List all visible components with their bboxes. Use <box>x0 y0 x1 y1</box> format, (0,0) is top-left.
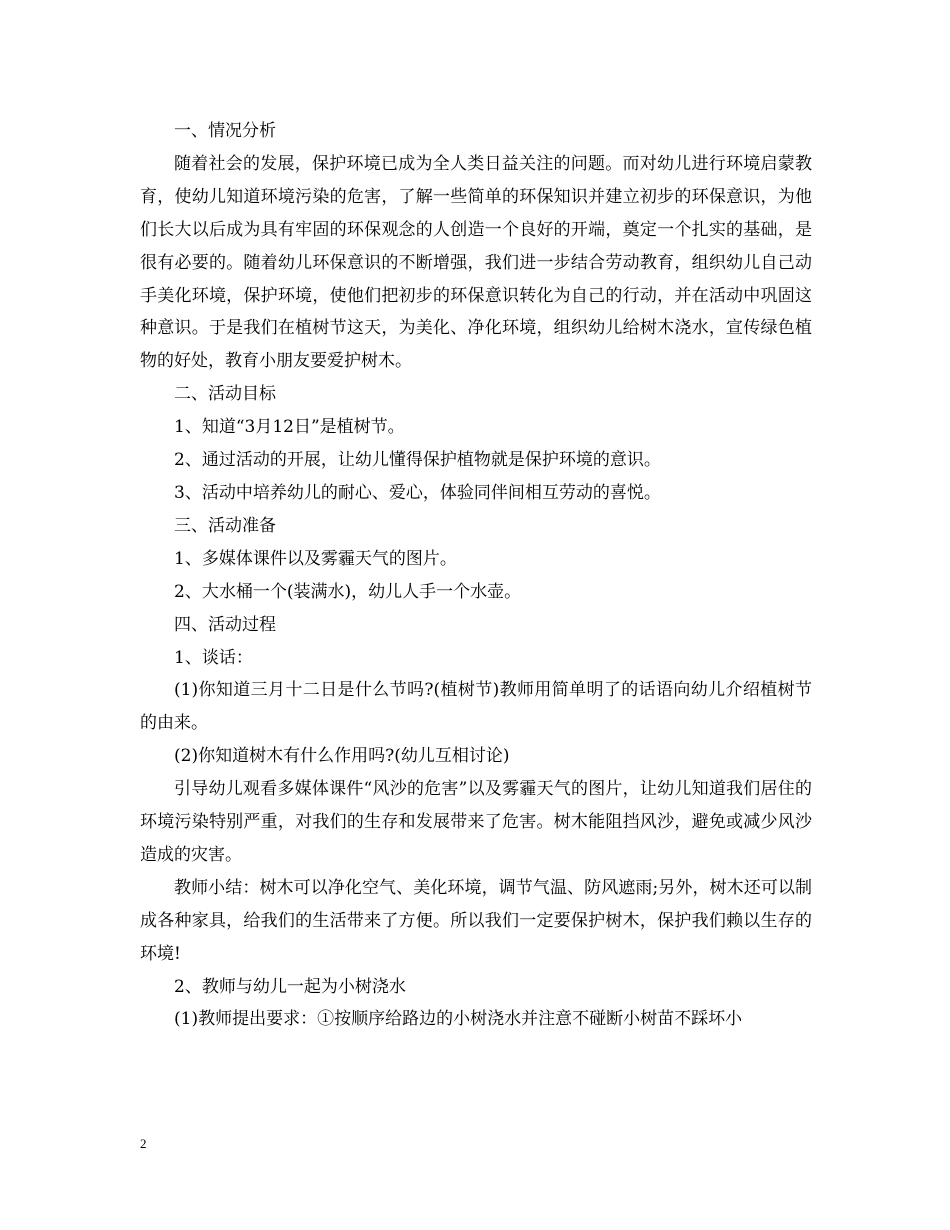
section-heading-activity-process: 四、活动过程 <box>174 614 276 635</box>
preparation-item-1: 1、多媒体课件以及雾霾天气的图片。 <box>174 548 457 569</box>
section-heading-activity-preparation: 三、活动准备 <box>174 515 276 536</box>
process-step-2-requirement: (1)教师提出要求：①按顺序给路边的小树浇水并注意不碰断小树苗不踩坏小 <box>174 1009 743 1030</box>
section-heading-activity-goals: 二、活动目标 <box>174 384 276 405</box>
preparation-item-2: 2、大水桶一个(装满水)，幼儿人手一个水壶。 <box>174 581 522 602</box>
goal-item-2: 2、通过活动的开展，让幼儿懂得保护植物就是保护环境的意识。 <box>174 450 661 471</box>
section-heading-situation-analysis: 一、情况分析 <box>174 121 276 141</box>
paragraph-situation-analysis: 随着社会的发展，保护环境已成为全人类日益关注的问题。而对幼儿进行环境启蒙教育，使幼儿知道环境污染的危害，了解一些简单的环保知识并建立初步的环保意识，为他们长大以后成为具有牢固的环保观念的人创造一个良好的开端，奠定一个扎实的基础，是很有必要的。随着幼儿环保意识的不断增强，我们进一步结合劳动教育，组织幼儿自己动手美化环境，保护环境，使他们把初步的环保意识转化为自己的行动，并在活动中巩固这种意识。于是我们在植树节这天，为美化、净化环境，组织幼儿给树木浇水，宣传绿色植物的好处，教育小朋友要爱护树木。 <box>140 153 812 372</box>
goal-item-1: 1、知道“3月12日”是植树节。 <box>174 417 405 438</box>
goal-item-3: 3、活动中培养幼儿的耐心、爱心，体验同伴间相互劳动的喜悦。 <box>174 482 661 503</box>
process-step-2-heading: 2、教师与幼儿一起为小树浇水 <box>174 976 406 997</box>
page-number: 2 <box>140 1136 147 1151</box>
paragraph-multimedia-guide: 引导幼儿观看多媒体课件“风沙的危害”以及雾霾天气的图片，让幼儿知道我们居住的环境污染特别严重，对我们的生存和发展带来了危害。树木能阻挡风沙，避免或减少风沙造成的灾害。 <box>140 779 812 865</box>
process-step-1-question-1: (1)你知道三月十二日是什么节吗?(植树节)教师用简单明了的话语向幼儿介绍植树节的由来。 <box>140 680 812 734</box>
paragraph-teacher-summary: 教师小结：树木可以净化空气、美化环境，调节气温、防风遮雨;另外，树木还可以制成各种家具，给我们的生活带来了方便。所以我们一定要保护树木，保护我们赖以生存的环境! <box>140 877 812 964</box>
document-body <box>140 115 812 1036</box>
process-step-1-question-2: (2)你知道树木有什么作用吗?(幼儿互相讨论) <box>174 746 510 767</box>
process-step-1-heading: 1、谈话： <box>174 647 253 668</box>
